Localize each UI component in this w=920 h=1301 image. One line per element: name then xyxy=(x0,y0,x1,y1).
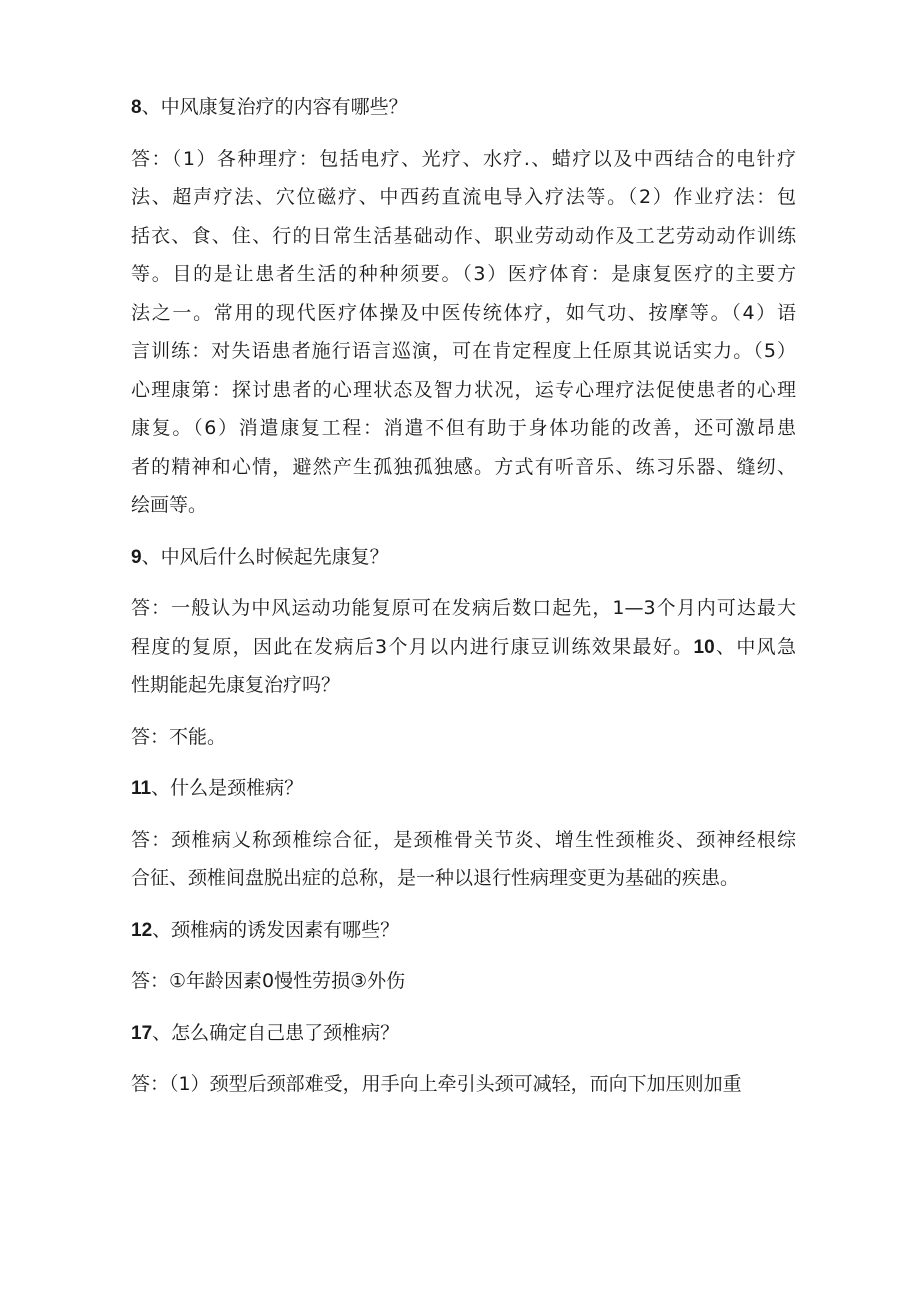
question-8 xyxy=(131,88,796,127)
question-number: 9 xyxy=(131,546,142,568)
question-text: 、颈椎病的诱发因素有哪些？ xyxy=(152,918,400,941)
question-heading xyxy=(131,88,796,127)
question-number: 8 xyxy=(131,97,142,118)
question-heading xyxy=(131,911,796,950)
answer-line: 答：①年龄因素0慢性劳损③外伤 xyxy=(131,970,406,992)
question-number: 12 xyxy=(131,919,153,941)
answer-line: 言训练：对失语患者施行语言巡演，可在肯定程度上任原其说话实力。（5） xyxy=(131,340,796,362)
answer-line: 心理康第：探讨患者的心理状态及智力状况，运专心理疗法促使患者的心理 xyxy=(131,378,796,401)
question-text: 性期能起先康复治疗吗？ xyxy=(131,674,341,696)
answer-11 xyxy=(131,821,796,898)
question-number: 10 xyxy=(693,636,715,658)
question-11 xyxy=(131,769,796,808)
question-number: 11 xyxy=(131,778,152,799)
answer-line: 者的精神和心情，避然产生孤独孤独感。方式有听音乐、练习乐器、缝纫、 xyxy=(131,455,796,478)
answer-line: 合征、颈椎间盘脱出症的总称，是一种以退行性病理变更为基础的疾患。 xyxy=(131,867,740,889)
question-number: 17 xyxy=(131,1022,153,1044)
question-text: 、什么是颈椎病？ xyxy=(151,777,304,799)
answer-line: 括衣、食、住、行的日常生活基础动作、职业劳动动作及工艺劳动动作训练 xyxy=(131,224,796,247)
answer-text: 程度的复原，因此在发病后3个月以内进行康豆训练效果最好。 xyxy=(131,635,694,658)
question-text: 、怎么确定自己患了颈椎病？ xyxy=(152,1021,400,1044)
answer-line: 法、超声疗法、穴位磁疗、中西药直流电导入疗法等。（2）作业疗法：包 xyxy=(131,186,796,208)
answer-line: 答：（1）各种理疗：包括电疗、光疗、水疗.、蜡疗以及中西结合的电针疗 xyxy=(131,147,796,170)
answer-9 xyxy=(131,589,796,705)
answer-line: 答：（1）颈型后颈部难受，用手向上牵引头颈可减轻，而向下加压则加重 xyxy=(131,1073,742,1095)
answer-line: 答：不能。 xyxy=(131,725,227,748)
answer-8 xyxy=(131,140,796,525)
question-heading xyxy=(131,1014,796,1053)
answer-line: 等。目的是让患者生活的种种须要。（3）医疗体育：是康复医疗的主要方 xyxy=(131,263,796,285)
question-12 xyxy=(131,911,796,950)
question-heading xyxy=(131,538,796,577)
answer-line: 法之一。常用的现代医疗体操及中医传统体疗，如气功、按摩等。（4）语 xyxy=(131,301,796,324)
answer-line: 答：一般认为中风运动功能复原可在发病后数口起先，1—3个月内可达最大 xyxy=(131,597,796,619)
question-17 xyxy=(131,1014,796,1053)
answer-line: 康复。（6）消遣康复工程：消遣不但有助于身体功能的改善，还可激昂患 xyxy=(131,417,796,439)
document-body xyxy=(131,88,796,1117)
answer-10 xyxy=(131,718,796,757)
answer-12 xyxy=(131,962,796,1001)
answer-17 xyxy=(131,1065,796,1104)
question-text: 、中风康复治疗的内容有哪些？ xyxy=(141,96,408,118)
question-text: 、中风后什么时候起先康复？ xyxy=(141,545,389,568)
answer-line xyxy=(131,628,796,667)
question-9 xyxy=(131,538,796,577)
question-heading xyxy=(131,769,796,808)
question-text: 、中风急 xyxy=(714,635,796,658)
answer-line: 答：颈椎病乂称颈椎综合征，是颈椎骨关节炎、增生性颈椎炎、颈神经根综 xyxy=(131,828,796,851)
answer-line: 绘画等。 xyxy=(131,494,208,516)
